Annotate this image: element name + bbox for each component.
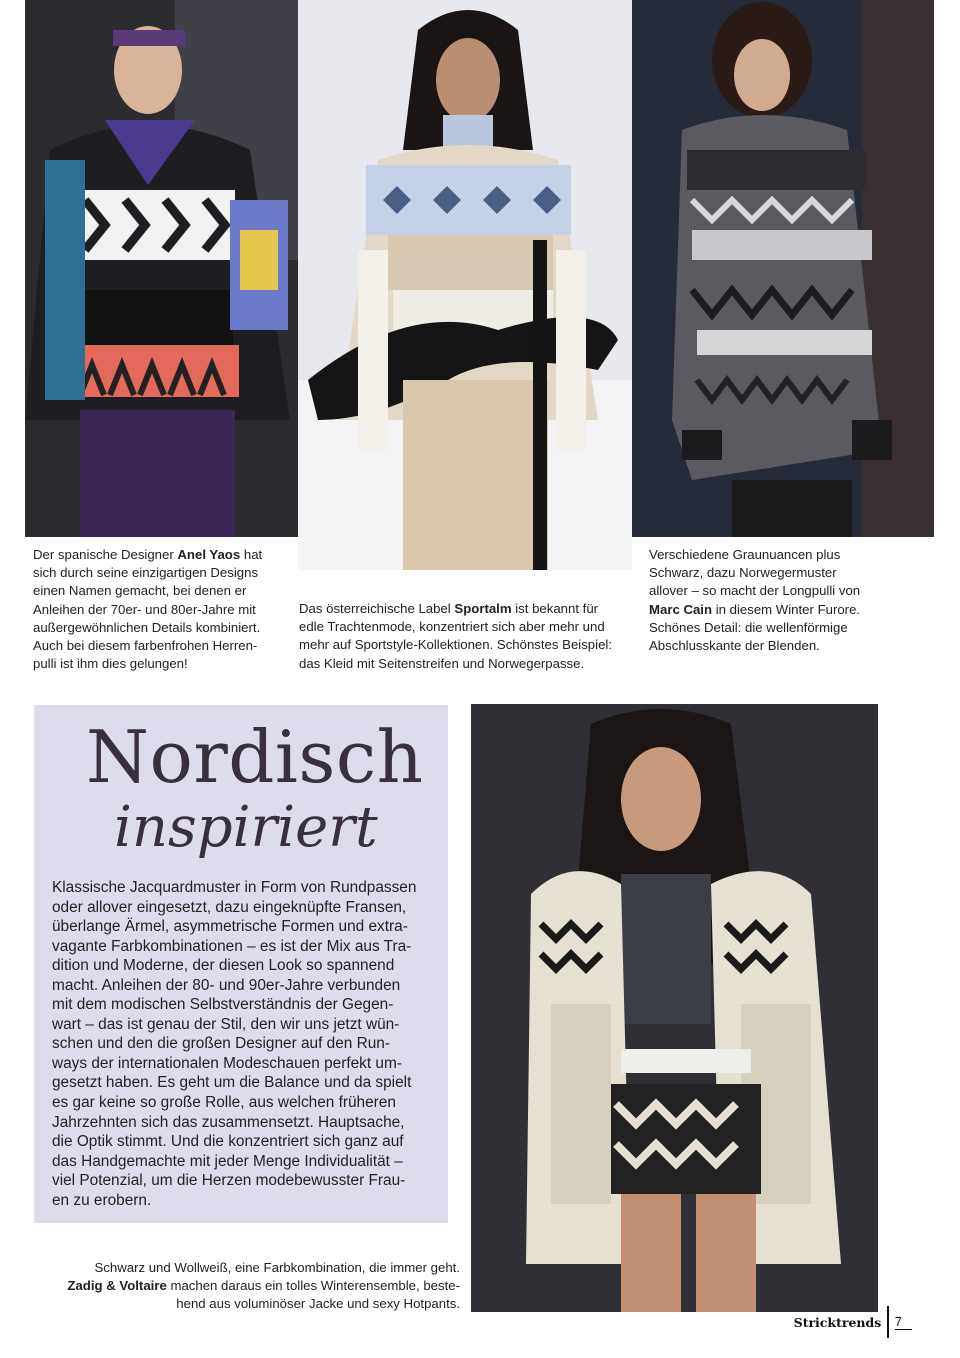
caption-text: Schönes Detail: die wellenförmige: [649, 619, 848, 635]
caption-text: Der spanische Designer: [33, 547, 178, 562]
feature-body-line: überlange Ärmel, asymmetrische Formen und extra-: [52, 918, 408, 936]
caption-line: [649, 582, 909, 600]
caption-text: einen Namen gemacht, bei denen er: [33, 583, 247, 599]
caption-text: pulli ist ihm dies gelungen!: [33, 656, 188, 672]
feature-body-line: Klassische Jacquardmuster in Form von Rundpassen: [52, 879, 417, 896]
caption-line: [30, 1277, 460, 1295]
caption-line: [33, 637, 283, 655]
feature-body-line: das Handgemachte mit jeder Menge Individualität –: [52, 1152, 403, 1170]
caption-line: [33, 655, 283, 673]
caption-line: [649, 546, 909, 564]
caption-line: [30, 1295, 460, 1313]
caption-line: [33, 564, 283, 582]
caption-text: Auch bei diesem farbenfrohen Herren-: [33, 638, 258, 654]
feature-body: [52, 878, 437, 1210]
caption-text: sich durch seine einzigartigen Designs: [33, 565, 259, 581]
caption-line: [299, 600, 629, 618]
caption-text: edle Trachtenmode, konzentriert sich aber mehr und: [299, 619, 605, 635]
caption-line: [649, 601, 909, 619]
feature-body-line: die Optik stimmt. Und die konzentriert sich ganz auf: [52, 1133, 404, 1151]
feature-body-line: en zu erobern.: [52, 1191, 152, 1209]
feature-body-line: dition und Moderne, der diesen Look so spannend: [52, 957, 395, 975]
footer-divider: [887, 1306, 889, 1338]
caption-marc-cain: [649, 546, 909, 655]
caption-text: allover – so macht der Longpulli von: [649, 583, 861, 599]
caption-line: [299, 618, 629, 636]
caption-line: [649, 637, 909, 655]
photo-anel-yaos-runway: [25, 0, 298, 537]
caption-line: [299, 655, 629, 673]
caption-anel-yaos: [33, 546, 283, 673]
feature-body-line: gesetzt haben. Es geht um die Balance und da spielt: [52, 1074, 412, 1092]
caption-zadig-voltaire: [30, 1259, 460, 1314]
feature-body-line: wart – das ist genau der Stil, den wir uns jetzt wün-: [52, 1015, 400, 1033]
caption-line: [299, 636, 629, 654]
feature-body-line: macht. Anleihen der 80- und 90er-Jahre verbunden: [52, 976, 401, 994]
caption-sportalm: [299, 600, 629, 673]
caption-text: Das österreichische Label: [299, 601, 455, 616]
feature-body-line: vagante Farbkombinationen – es ist der Mix aus Tra-: [52, 937, 412, 955]
caption-bold-name: Marc Cain: [649, 601, 713, 617]
caption-text: hat: [240, 547, 263, 562]
caption-bold-name: Sportalm: [454, 601, 512, 616]
caption-line: [33, 546, 283, 564]
caption-line: [649, 619, 909, 637]
footer-magazine-name: Stricktrends: [793, 1314, 882, 1330]
caption-text: hend aus voluminöser Jacke und sexy Hotpants.: [176, 1296, 460, 1312]
caption-line: [30, 1259, 460, 1277]
caption-text: Schwarz und Wollweiß, eine Farbkombination, die immer geht.: [94, 1260, 460, 1275]
feature-body-line: ways der internationalen Modeschauen perfekt um-: [52, 1054, 402, 1072]
feature-body-line: schen und den die großen Designer auf den Run-: [52, 1035, 390, 1053]
caption-text: Abschlusskante der Blenden.: [649, 638, 820, 654]
caption-text: außergewöhnlichen Details kombiniert.: [33, 619, 261, 635]
caption-line: [33, 619, 283, 637]
photo-zadig-voltaire-runway: [471, 704, 878, 1312]
caption-text: machen daraus ein tolles Winterensemble, beste-: [166, 1278, 460, 1294]
feature-title: Nordisch: [86, 715, 424, 799]
page-number: 7: [895, 1314, 912, 1330]
photo-sportalm-runway: [298, 0, 632, 570]
caption-line: [33, 582, 283, 600]
feature-subtitle: inspiriert: [114, 795, 378, 860]
feature-body-line: es gar keine so große Rolle, aus welchen früheren: [52, 1094, 396, 1112]
caption-text: ist bekannt für: [511, 601, 599, 616]
page-footer: [794, 1306, 912, 1338]
caption-bold-name: Anel Yaos: [177, 547, 241, 562]
feature-body-line: viel Potenzial, um die Herzen modebewusster Frau-: [52, 1172, 406, 1190]
feature-headline: [86, 717, 426, 859]
caption-line: [33, 601, 283, 619]
photo-marc-cain-runway: [632, 0, 934, 537]
caption-text: Verschiedene Graunuancen plus: [649, 547, 841, 562]
caption-bold-name: Zadig & Voltaire: [67, 1278, 167, 1294]
caption-text: das Kleid mit Seitenstreifen und Norwegerpasse.: [299, 655, 585, 671]
feature-body-line: oder allover eingesetzt, dazu eingeknüpfte Fransen,: [52, 898, 407, 916]
caption-text: Anleihen der 70er- und 80er-Jahre mit: [33, 601, 256, 617]
caption-text: mehr auf Sportstyle-Kollektionen. Schönstes Beispiel:: [299, 637, 612, 653]
feature-body-line: Jahrzehnten sich das zusammensetzt. Hauptsache,: [52, 1113, 405, 1131]
caption-line: [649, 564, 909, 582]
feature-body-line: mit dem modischen Selbstverständnis der Gegen-: [52, 996, 394, 1014]
caption-text: in diesem Winter Furore.: [712, 601, 861, 617]
caption-text: Schwarz, dazu Norwegermuster: [649, 565, 837, 581]
